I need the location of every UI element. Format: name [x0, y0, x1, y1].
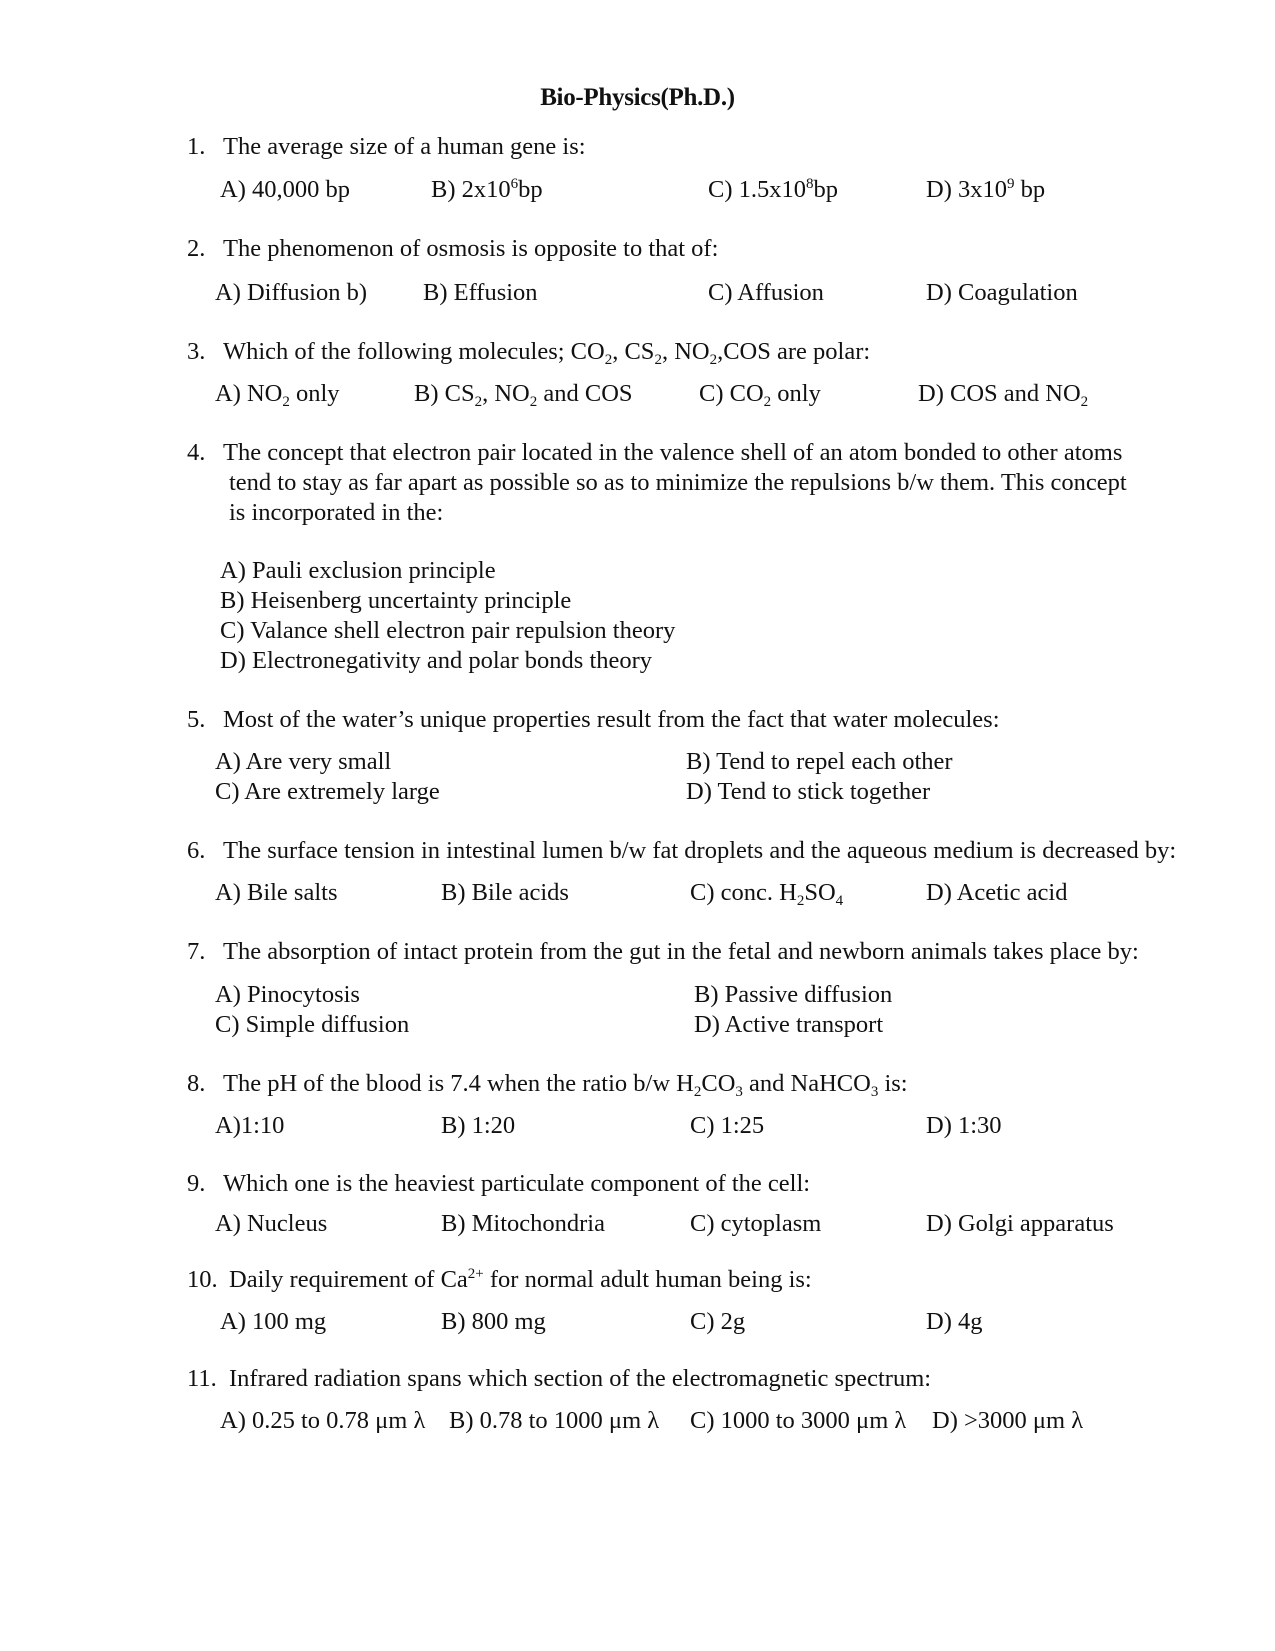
- question-number: 6.: [187, 837, 206, 864]
- question-6: [187, 835, 1176, 866]
- option-a: A) 100 mg: [220, 1308, 327, 1335]
- option-a: A) Pinocytosis: [215, 981, 360, 1008]
- option-c: C) Are extremely large: [215, 778, 440, 805]
- question-8: [187, 1068, 908, 1099]
- option-a: A) Bile salts: [215, 879, 338, 906]
- option-d: D) Acetic acid: [926, 879, 1068, 906]
- option-b: B) Bile acids: [441, 879, 569, 906]
- question-number: 3.: [187, 338, 206, 365]
- option-b: B) Mitochondria: [441, 1210, 605, 1237]
- question-7: [187, 936, 1139, 967]
- question-stem: Daily requirement of $Ca^{2+}$ for normal adult human being is:: [229, 1266, 812, 1293]
- option-c: C) $CO_2$ only: [699, 380, 821, 410]
- option-b: B) 800 mg: [441, 1308, 546, 1335]
- option-d: D) Tend to stick together: [686, 778, 931, 805]
- question-stem-continued: is incorporated in the:: [229, 499, 444, 526]
- option-d: D) 1:30: [926, 1112, 1002, 1139]
- question-number: 7.: [187, 938, 206, 965]
- option-d: D) Coagulation: [926, 279, 1078, 306]
- question-number: 10.: [187, 1266, 218, 1293]
- option-a: A) 40,000 bp: [220, 176, 350, 203]
- option-c: C) cytoplasm: [690, 1210, 822, 1237]
- option-b: B) $2x10^6bp$: [431, 176, 543, 203]
- option-c: C) 1000 to 3000 μm λ: [690, 1407, 907, 1434]
- option-c: C) Valance shell electron pair repulsion theory: [220, 617, 676, 644]
- option-a: A) 0.25 to 0.78 μm λ: [220, 1407, 426, 1434]
- question-stem: The surface tension in intestinal lumen b/w fat droplets and the aqueous medium is decreased by:: [223, 837, 1177, 864]
- option-c: C) 1:25: [690, 1112, 765, 1139]
- option-d: D) Active transport: [694, 1011, 884, 1038]
- question-number: 4.: [187, 439, 206, 466]
- option-b: B) 0.78 to 1000 μm λ: [449, 1407, 660, 1434]
- question-10: [187, 1264, 812, 1295]
- question-1: [187, 131, 586, 162]
- option-c: C) $1.5x10^8bp$: [708, 176, 838, 203]
- option-b: B) $CS_2$, $NO_2$ and COS: [414, 380, 633, 410]
- option-d: D) $3x10^9$ bp: [926, 176, 1046, 203]
- page-title: Bio-Physics(Ph.D.): [540, 84, 735, 111]
- question-5: [187, 704, 1000, 735]
- question-number: 11.: [187, 1365, 217, 1392]
- option-d: D) 4g: [926, 1308, 983, 1335]
- option-b: B) Passive diffusion: [694, 981, 893, 1008]
- option-d: D) COS and $NO_2$: [918, 380, 1089, 410]
- option-d: D) Golgi apparatus: [926, 1210, 1114, 1237]
- option-a: A) Are very small: [215, 748, 392, 775]
- question-11: [187, 1363, 931, 1394]
- question-stem: Infrared radiation spans which section of the electromagnetic spectrum:: [229, 1365, 932, 1392]
- option-c: C) 2g: [690, 1308, 746, 1335]
- option-b: B) Heisenberg uncertainty principle: [220, 587, 572, 614]
- option-b: B) Tend to repel each other: [686, 748, 953, 775]
- option-b: B) Effusion: [423, 279, 538, 306]
- option-c: C) conc. $H_2SO_4$: [690, 879, 844, 909]
- option-c: C) Affusion: [708, 279, 824, 306]
- question-number: 8.: [187, 1070, 206, 1097]
- question-stem: The absorption of intact protein from the gut in the fetal and newborn animals takes place by:: [223, 938, 1139, 965]
- question-3: [187, 336, 870, 367]
- question-number: 5.: [187, 706, 206, 733]
- question-stem: Which of the following molecules; $CO_2$, $CS_2$, $NO_2,COS$ are polar:: [223, 338, 871, 368]
- question-number: 9.: [187, 1170, 206, 1197]
- option-b: B) 1:20: [441, 1112, 516, 1139]
- option-a: A) $NO_2$ only: [215, 380, 340, 410]
- question-stem: Which one is the heaviest particulate component of the cell:: [223, 1170, 811, 1197]
- option-a: A) Nucleus: [215, 1210, 328, 1237]
- question-9: [187, 1168, 810, 1199]
- question-stem: Most of the water’s unique properties result from the fact that water molecules:: [223, 706, 1000, 733]
- question-4: [187, 437, 1122, 468]
- option-a: A) Pauli exclusion principle: [220, 557, 496, 584]
- question-number: 2.: [187, 235, 206, 262]
- question-number: 1.: [187, 133, 206, 160]
- option-d: D) Electronegativity and polar bonds theory: [220, 647, 653, 674]
- question-stem: The phenomenon of osmosis is opposite to that of:: [223, 235, 719, 262]
- question-2: [187, 233, 718, 264]
- option-a: A)1:10: [215, 1112, 285, 1139]
- option-c: C) Simple diffusion: [215, 1011, 410, 1038]
- option-d: D) >3000 μm λ: [932, 1407, 1084, 1434]
- question-stem: The pH of the blood is 7.4 when the ratio b/w $H_2CO_3$ and NaHCO$_3$ is:: [223, 1070, 908, 1100]
- question-stem: The concept that electron pair located in the valence shell of an atom bonded to other atoms: [223, 439, 1123, 466]
- question-stem: The average size of a human gene is:: [223, 133, 586, 160]
- option-a: A) Diffusion b): [215, 279, 367, 306]
- question-stem-continued: tend to stay as far apart as possible so as to minimize the repulsions b/w them. This concept: [229, 469, 1127, 496]
